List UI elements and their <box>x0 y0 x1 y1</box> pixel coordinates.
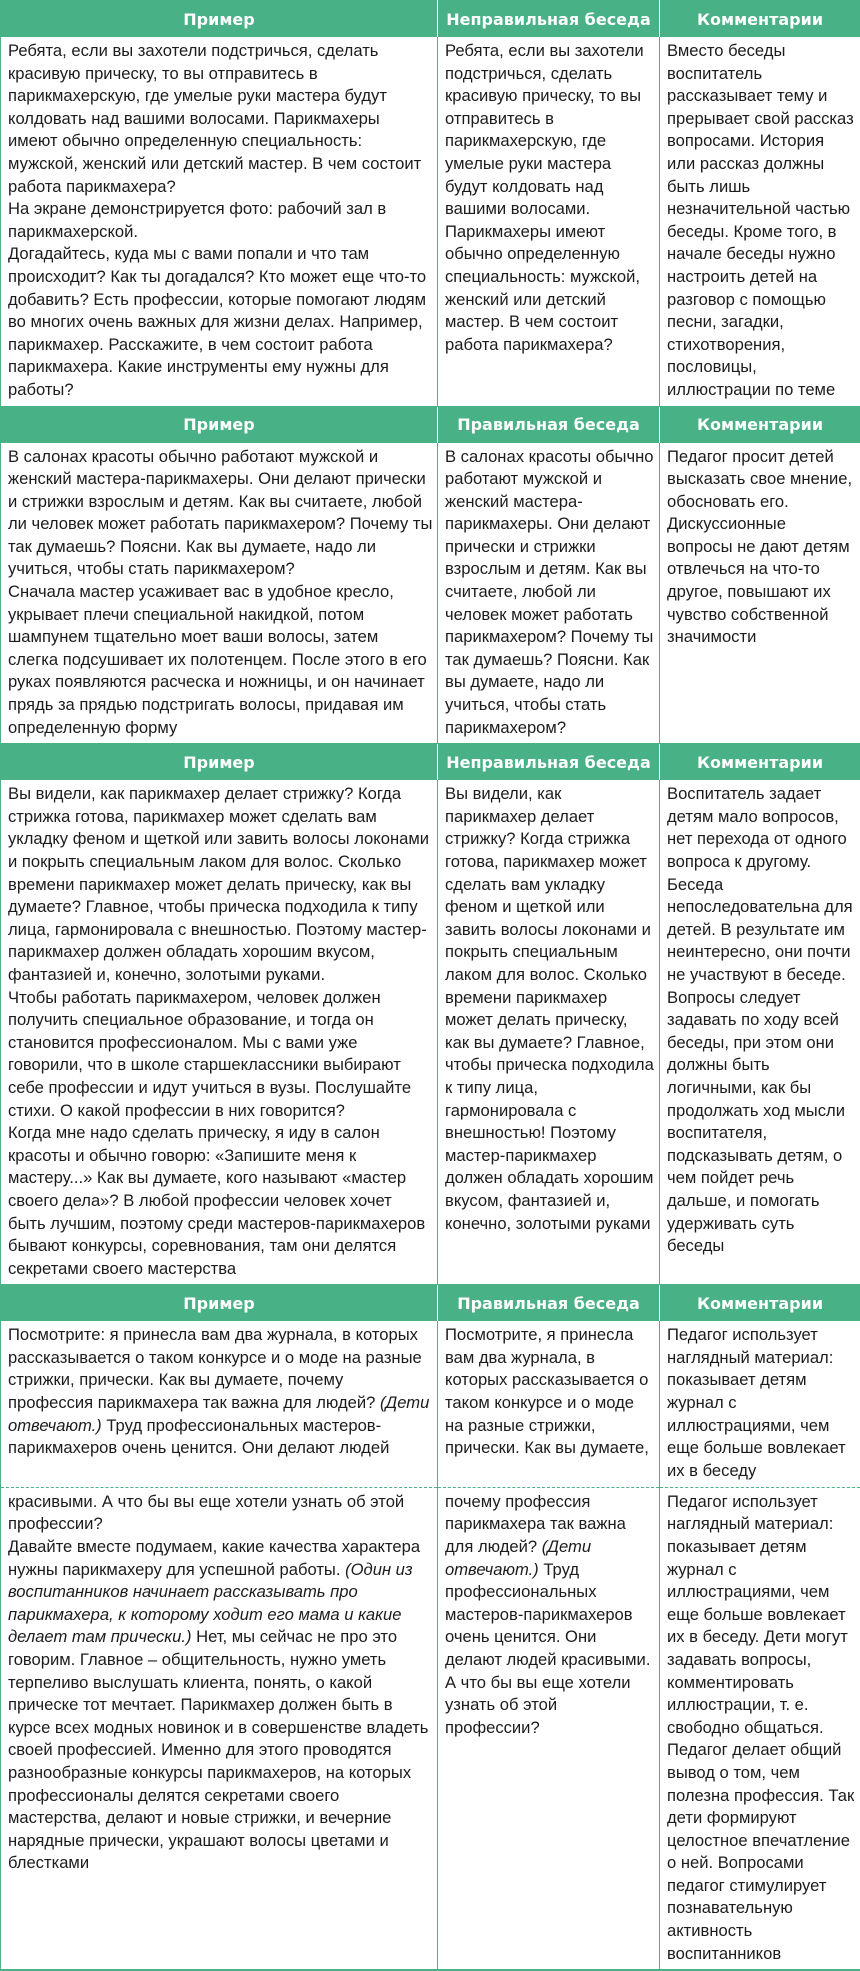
example-cell <box>1 1321 438 1487</box>
header-example: Пример <box>1 1285 438 1322</box>
example-paragraph: Чтобы работать парикмахером, человек должен получить специальное образование, и тогда он становится профессионалом. Мы с вами уже говорили, что в школе старшеклассники выбирают себе профессии и идут учиться в вузы. Послушайте стихи. О какой профессии в них говорится? <box>8 987 433 1123</box>
example-paragraph: Сначала мастер усаживает вас в удобное кресло, укрывает плечи специальной накидкой, потом шампунем тщательно моет ваши волосы, затем слегка подсушивает их полотенцем. После этого в его руках появляются расческа и ножницы, и он начинает прядь за прядью подстригать волосы, придавая им определенную форму <box>8 581 433 739</box>
header-example: Пример <box>1 744 438 781</box>
example-paragraph: В салонах красоты обычно работают мужской и женский мастера-парикмахеры. Они делают прически и стрижки взрослым и детям. Как вы считаете, любой ли человек может работать парикмахером? Почему ты так думаешь? Поясни. Как вы думаете, надо ли учиться, чтобы стать парикмахером? <box>8 446 433 582</box>
example-remark: (Один из воспитанников начинает рассказывать про парикмахера, к которому ходит его мама и какие делает там прически.) <box>8 1560 413 1647</box>
example-text: Нет, мы сейчас не про это говорим. Главное – общительность, нужно уметь терпеливо выслушать клиента, понять, о какой прическе тот мечтает. Парикмахер должен быть в курсе всех модных новинок и в совершенстве владеть своей профессией. Именно для этого проводятся разнообразные конкурсы парикмахеров, на которых профессионалы делятся секретами своего мастерства, делают и новые стрижки, и вечерние нарядные прически, украшают волосы цветами и блестками <box>8 1627 428 1872</box>
table-header-row <box>1 1285 860 1322</box>
header-wrong-dialog: Неправильная беседа <box>438 1 660 38</box>
example-paragraph: Когда мне надо сделать прическу, я иду в салон красоты и обычно говорю: «Запишите меня к мастеру...» Как вы думаете, кого называют «мастер своего дела»? В любой профессии человек хочет быть лучшим, поэтому среди мастеров-парикмахеров бывают конкурсы, соревнования, там они делятся секретами своего мастерства <box>8 1122 433 1280</box>
dialog-cell: В салонах красоты обычно работают мужской и женский мастера-парикмахеры. Они делают прически и стрижки взрослым и детям. Как вы считаете, любой ли человек может работать парикмахером? Почему ты так думаешь? Поясни. Как вы думаете, надо ли учиться, чтобы стать парикмахером? <box>438 443 660 744</box>
header-comments: Комментарии <box>660 1 860 38</box>
example-remark: (Дети отвечают.) <box>8 1393 429 1435</box>
header-comments: Комментарии <box>660 744 860 781</box>
table-row <box>1 443 860 744</box>
table-row <box>1 1487 860 1970</box>
example-paragraph: На экране демонстрируется фото: рабочий зал в парикмахерской. <box>8 198 433 243</box>
header-comments: Комментарии <box>660 406 860 443</box>
header-correct-dialog: Правильная беседа <box>438 406 660 443</box>
example-paragraph: Догадайтесь, куда мы с вами попали и что там происходит? Как ты догадался? Кто может еще что-то добавить? Есть профессии, которые помогают людям во многих очень важных для жизни делах. Например, парикмахер. Расскажите, в чем состоит работа парикмахера. Какие инструменты ему нужны для работы? <box>8 243 433 401</box>
example-text: Труд профессиональных мастеров-парикмахеров очень ценится. Они делают людей <box>8 1416 389 1458</box>
dialog-cell: Ребята, если вы захотели подстричься, сделать красивую прическу, то вы отправитесь в парикмахерскую, где умелые руки мастера будут колдовать над вашими волосами. Парикмахеры имеют обычно определенную специальность: мужской, женский или детский мастер. В чем состоит работа парикмахера? <box>438 37 660 406</box>
example-cell <box>1 37 438 406</box>
example-cell <box>1 1487 438 1970</box>
header-comments: Комментарии <box>660 1285 860 1322</box>
example-cell <box>1 443 438 744</box>
dialog-remark: (Дети отвечают.) <box>445 1537 591 1579</box>
dialog-cell: Вы видели, как парикмахер делает стрижку? Когда стрижка готова, парикмахер может сделать вам укладку феном и щеткой или завить волосы локонами и покрыть специальным лаком для волос. Сколько времени парикмахер может делать прическу, как вы думаете? Главное, чтобы прическа подходила к типу лица, гармонировала с внешностью! Поэтому мастер-парикмахер должен обладать хорошим вкусом, фантазией и, конечно, золотыми руками <box>438 780 660 1285</box>
table-row <box>1 1321 860 1487</box>
example-cell <box>1 780 438 1285</box>
table-row <box>1 780 860 1285</box>
header-example: Пример <box>1 406 438 443</box>
table-row <box>1 37 860 406</box>
comment-cell: Педагог использует наглядный материал: показывает детям журнал с иллюстрациями, чем еще больше вовлекает их в беседу. Дети могут задавать вопросы, комментировать иллюстрации, т. е. свободно общаться. Педагог делает общий вывод о том, чем полезна профессия. Так дети формируют целостное впечатление о ней. Вопросами педагог стимулирует познавательную активность воспитанников <box>660 1487 860 1970</box>
example-paragraph <box>8 1536 433 1875</box>
example-text: Посмотрите: я принесла вам два журнала, в которых рассказывается о таком конкурсе и о моде на разные стрижки, прически. Как вы думаете, почему профессия парикмахера так важна для людей? <box>8 1325 422 1412</box>
example-paragraph: Вы видели, как парикмахер делает стрижку? Когда стрижка готова, парикмахер может сделать вам укладку феном и щеткой или завить волосы локонами и покрыть специальным лаком для волос. Сколько времени парикмахер может делать прическу, как вы думаете? Главное, чтобы прическа подходила к типу лица, гармонировала с внешностью. Поэтому мастер-парикмахер должен обладать хорошим вкусом, фантазией и, конечно, золотыми руками. <box>8 783 433 986</box>
comment-cell: Педагог использует наглядный материал: показывает детям журнал с иллюстрациями, чем еще больше вовлекает их в беседу <box>660 1321 860 1487</box>
comment-cell: Воспитатель задает детям мало вопросов, нет перехода от одного вопроса к другому. Беседа непоследовательна для детей. В результате им неинтересно, они почти не участвуют в беседе. Вопросы следует задавать по ходу всей беседы, при этом они должны быть логичными, как бы продолжать ход мысли воспитателя, подсказывать детям, о чем пойдет речь дальше, и помогать удерживать суть беседы <box>660 780 860 1285</box>
table-header-row <box>1 1 860 38</box>
table-header-row <box>1 744 860 781</box>
example-paragraph: Ребята, если вы захотели подстричься, сделать красивую прическу, то вы отправитесь в парикмахерскую, где умелые руки мастера будут колдовать над вашими волосами. Парикмахеры имеют обычно определенную специальность: мужской, женский или детский мастер. В чем состоит работа парикмахера? <box>8 40 433 198</box>
dialog-cell <box>438 1487 660 1970</box>
header-wrong-dialog: Неправильная беседа <box>438 744 660 781</box>
comment-cell: Педагог просит детей высказать свое мнение, обосновать его. Дискуссионные вопросы не дают детям отвлечься на что-то другое, повышают их чувство собственной значимости <box>660 443 860 744</box>
header-example: Пример <box>1 1 438 38</box>
dialog-cell: Посмотрите, я принесла вам два журнала, в которых рассказывается о таком конкурсе и о моде на разные стрижки, прически. Как вы думаете, <box>438 1321 660 1487</box>
header-correct-dialog: Правильная беседа <box>438 1285 660 1322</box>
comment-cell: Вместо беседы воспитатель рассказывает тему и прерывает свой рассказ вопросами. История или рассказ должны быть лишь незначительной частью беседы. Кроме того, в начале беседы нужно настроить детей на разговор с помощью песни, загадки, стихотворения, пословицы, иллюстрации по теме <box>660 37 860 406</box>
example-text: Давайте вместе подумаем, какие качества характера нужны парикмахеру для успешной работы. <box>8 1537 420 1579</box>
table-header-row <box>1 406 860 443</box>
example-paragraph: красивыми. А что бы вы еще хотели узнать об этой профессии? <box>8 1491 433 1536</box>
dialog-text: Труд профессиональных мастеров-парикмахеров очень ценится. Они делают людей красивыми. А что бы вы еще хотели узнать об этой профессии? <box>445 1560 650 1737</box>
dialog-text: почему профессия парикмахера так важна для людей? <box>445 1492 626 1556</box>
